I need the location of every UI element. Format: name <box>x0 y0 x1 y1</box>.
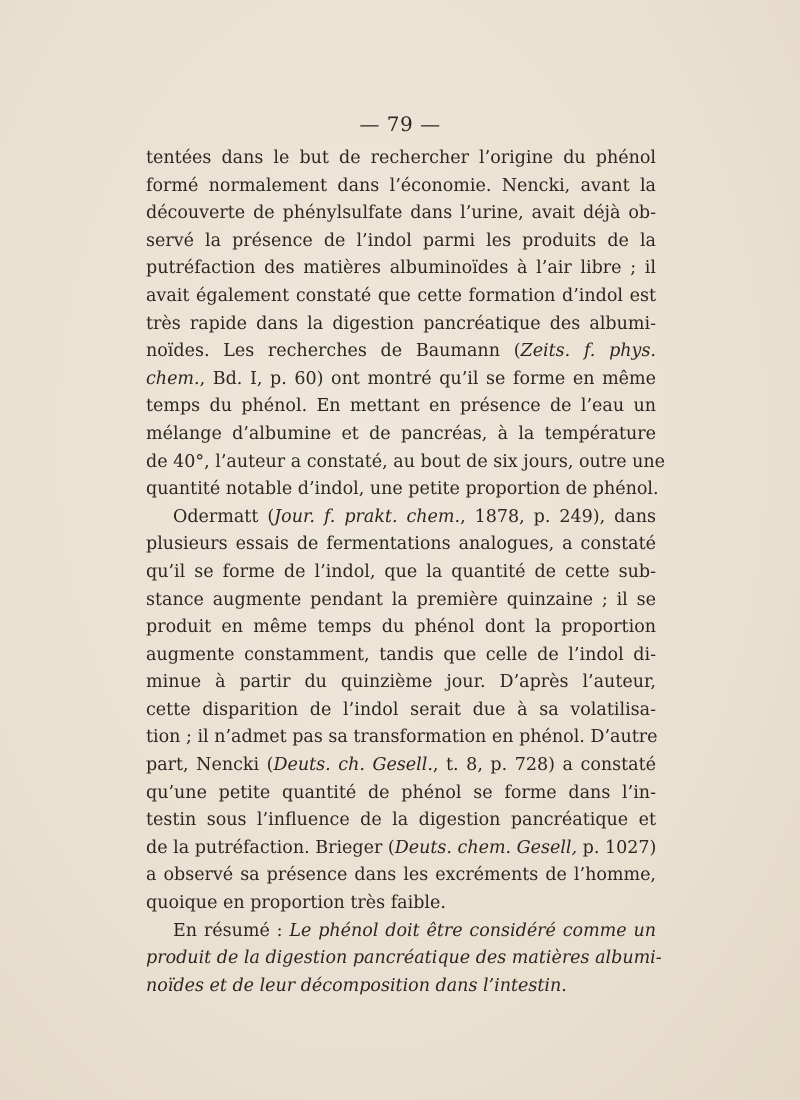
text-line: temps du phénol. En mettant en présence de l’eau un <box>146 396 656 417</box>
text-line: découverte de phénylsulfate dans l’urine, avait déjà ob- <box>146 203 656 224</box>
text-line: a observé sa présence dans les excréments de l’homme, <box>146 865 656 886</box>
text-line: putréfaction des matières albuminoïdes à l’air libre ; il <box>146 258 656 279</box>
text-line: de 40°, l’auteur a constaté, au bout de six jours, outre une <box>146 451 666 472</box>
citation-italic: Deuts. chem. Gesell, <box>394 837 578 858</box>
text-line: qu’il se forme de l’indol, que la quantité de cette sub- <box>146 561 656 582</box>
text-line: de la putréfaction. Brieger (Deuts. chem. Gesell, p. 1027) <box>146 837 657 858</box>
text-line: cette disparition de l’indol serait due à sa volatilisa- <box>146 699 656 720</box>
body-text <box>146 145 666 1000</box>
text-line: minue à partir du quinzième jour. D’après l’auteur, <box>146 672 656 693</box>
text-line: stance augmente pendant la première quinzaine ; il se <box>146 589 656 610</box>
citation-italic: Zeits. f. phys. <box>520 341 656 362</box>
text-line: quantité notable d’indol, une petite proportion de phénol. <box>146 479 659 500</box>
text-line: tentées dans le but de rechercher l’origine du phénol <box>146 148 656 168</box>
summary-line: En résumé : Le phénol doit être considéré comme un <box>173 920 656 941</box>
text-line: augmente constamment, tandis que celle de l’indol di- <box>146 644 656 665</box>
citation-italic: Deuts. ch. Gesell. <box>273 755 433 776</box>
summary-line <box>146 945 662 973</box>
text-line: mélange d’albumine et de pancréas, à la température <box>146 423 656 444</box>
conclusion-italic: noïdes et de leur décomposition dans l’intestin. <box>146 975 567 996</box>
text-line: avait également constaté que cette formation d’indol est <box>146 285 656 306</box>
conclusion-italic: produit de la digestion pancréatique des matières albumi- <box>146 948 662 969</box>
summary-line <box>146 973 656 1001</box>
text-line: plusieurs essais de fermentations analogues, a constaté <box>146 534 656 555</box>
text-line: noïdes. Les recherches de Baumann (Zeits. f. phys. <box>146 341 656 362</box>
text-line: très rapide dans la digestion pancréatique des albumi- <box>146 313 656 334</box>
text-line: testin sous l’influence de la digestion pancréatique et <box>146 810 656 831</box>
text-line: produit en même temps du phénol dont la proportion <box>146 617 656 638</box>
text-line: quoique en proportion très faible. <box>146 893 446 914</box>
text-line: part, Nencki (Deuts. ch. Gesell., t. 8, p. 728) a constaté <box>146 755 656 776</box>
paragraph-start-line: Odermatt (Jour. f. prakt. chem., 1878, p. 249), dans <box>173 506 656 527</box>
text-line: tion ; il n’admet pas sa transformation en phénol. D’autre <box>146 727 658 748</box>
conclusion-italic: Le phénol doit être considéré comme un <box>289 920 656 941</box>
page-number: — 79 — <box>359 112 441 136</box>
citation-italic: chem. <box>146 368 200 389</box>
text-line: servé la présence de l’indol parmi les produits de la <box>146 230 656 251</box>
text-line: chem., Bd. I, p. 60) ont montré qu’il se forme en même <box>146 368 656 389</box>
text-line: qu’une petite quantité de phénol se forme dans l’in- <box>146 782 656 803</box>
citation-italic: Jour. f. prakt. chem. <box>274 506 461 527</box>
text-line: formé normalement dans l’économie. Nencki, avant la <box>146 175 656 196</box>
